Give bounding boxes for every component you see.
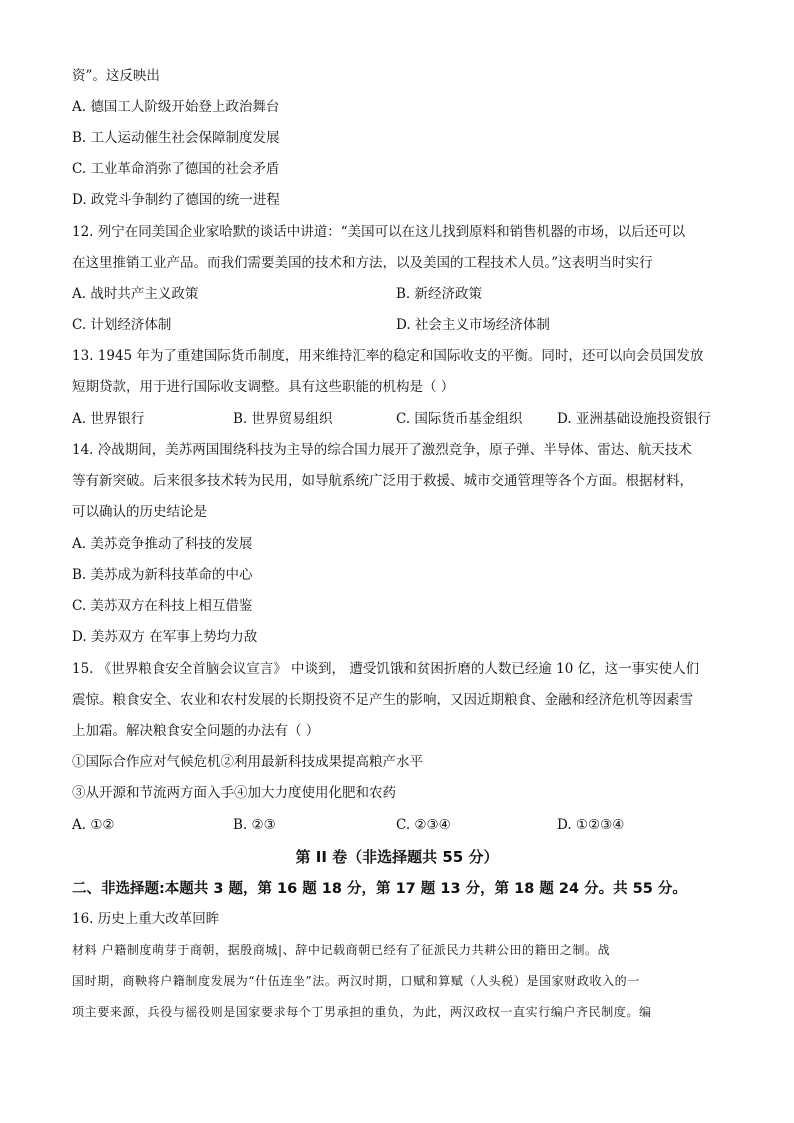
material-line-2: 国时期，商鞅将户籍制度发展为“什伍连坐”法。两汉时期，口赋和算赋（人头税）是国家财政收入的一 [72, 974, 640, 988]
q15-items-line-1: ①国际合作应对气候危机②利用最新科技成果提高粮产水平 [72, 754, 423, 770]
q14-option-c: C. 美苏双方在科技上相互借鉴 [72, 598, 253, 614]
q12-option-b: B. 新经济政策 [396, 286, 483, 302]
q11-option-b: B. 工人运动催生社会保障制度发展 [72, 130, 280, 146]
q14-stem-line-3: 可以确认的历史结论是 [72, 504, 207, 520]
q12-option-d: D. 社会主义市场经济体制 [396, 317, 550, 333]
q15-stem-line-1: 15. 《世界粮食安全首脑会议宣言》 中谈到， 遭受饥饿和贫困折磨的人数已经逾 10 亿，这一事实使人们 [72, 661, 700, 677]
q12-option-a: A. 战时共产主义政策 [72, 286, 199, 302]
q15-option-d: D. ①②③④ [557, 817, 625, 833]
q13-stem-line-1: 13. 1945 年为了重建国际货币制度，用来维持汇率的稳定和国际收支的平衡。同时，还可以向会员国发放 [72, 348, 704, 364]
q11-option-a: A. 德国工人阶级开始登上政治舞台 [72, 99, 280, 115]
q15-option-c: C. ②③④ [396, 817, 451, 833]
q13-option-d: D. 亚洲基础设施投资银行 [557, 411, 711, 427]
q14-option-a: A. 美苏竞争推动了科技的发展 [72, 536, 253, 552]
q13-option-c: C. 国际货币基金组织 [396, 411, 523, 427]
q11-option-c: C. 工业革命消弥了德国的社会矛盾 [72, 161, 280, 177]
q15-option-a: A. ①② [72, 817, 115, 833]
q15-stem-line-3: 上加霜。解决粮食安全问题的办法有（ ） [72, 723, 320, 739]
q15-option-b: B. ②③ [233, 817, 276, 833]
q11-stem-continuation: 资”。这反映出 [72, 68, 160, 84]
section-title: 第 II 卷（非选择题共 55 分） [295, 848, 499, 866]
material-line-1: 材料 户籍制度萌芽于商朝，据殷商城|、辞中记载商朝已经有了征派民力共耕公田的籍田之制。战 [72, 943, 611, 957]
q14-stem-line-1: 14. 冷战期间，美苏两国围绕科技为主导的综合国力展开了激烈竞争，原子弹、半导体、雷达、航天技术 [72, 442, 692, 458]
q16-title: 16. 历史上重大改革回眸 [72, 911, 220, 927]
material-line-3: 项主要来源，兵役与徭役则是国家要求每个丁男承担的重负，为此，两汉政权一直实行编户齐民制度。编 [72, 1005, 652, 1019]
q12-option-c: C. 计划经济体制 [72, 317, 172, 333]
q13-option-b: B. 世界贸易组织 [233, 411, 333, 427]
q11-option-d: D. 政党斗争制约了德国的统一进程 [72, 192, 280, 208]
q12-stem-line-2: 在这里推销工业产品。而我们需要美国的技术和方法，以及美国的工程技术人员。”这表明当时实行 [72, 255, 653, 271]
q13-option-a: A. 世界银行 [72, 411, 145, 427]
q14-option-b: B. 美苏成为新科技革命的中心 [72, 567, 253, 583]
section-heading: 二、非选择题:本题共 3 题，第 16 题 18 分，第 17 题 13 分，第 18 题 24 分。共 55 分。 [72, 881, 687, 897]
q15-items-line-2: ③从开源和节流两方面入手④加大力度使用化肥和农药 [72, 785, 396, 801]
q12-stem-line-1: 12. 列宁在同美国企业家哈默的谈话中讲道：“美国可以在这儿找到原料和销售机器的市场，以后还可以 [72, 224, 686, 240]
q15-stem-line-2: 震惊。粮食安全、农业和农村发展的长期投资不足产生的影响，又因近期粮食、金融和经济危机等因素雪 [72, 692, 693, 708]
q13-stem-line-2: 短期贷款，用于进行国际收支调整。具有这些职能的机构是（ ） [72, 379, 455, 395]
q14-stem-line-2: 等有新突破。后来很多技术转为民用，如导航系统广泛用于救援、城市交通管理等各个方面。根据材料， [72, 473, 693, 489]
q14-option-d: D. 美苏双方 在军事上势均力敌 [72, 629, 258, 645]
